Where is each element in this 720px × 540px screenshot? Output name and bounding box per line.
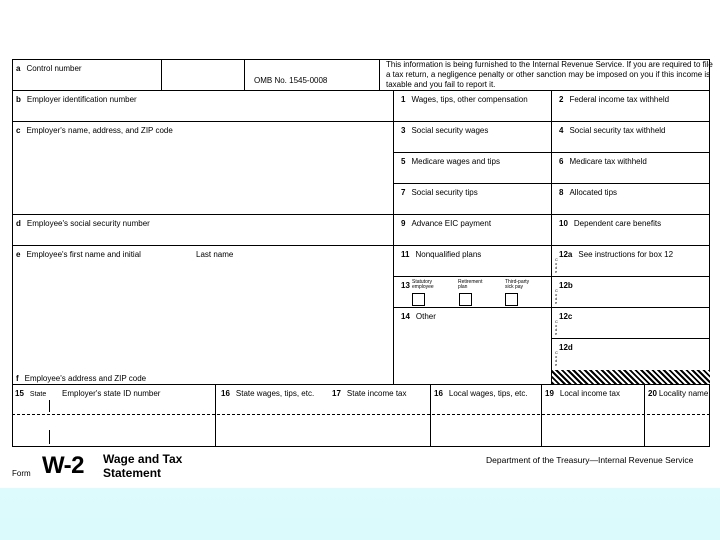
box-13-label: 13 [401,281,410,290]
divider [12,384,710,385]
box-8-label: 8 Allocated tips [559,188,618,197]
code-label: Code [555,350,558,367]
box-b-label: b Employer identification number [16,95,137,104]
box-3-label: 3 Social security wages [401,126,489,135]
form-title-line2: Statement [103,466,162,480]
divider [393,121,710,122]
box-15-employer-id: Employer's state ID number [62,389,161,398]
box-12a-label: 12a See instructions for box 12 [559,250,674,259]
department-label: Department of the Treasury—Internal Revenue Service [486,455,694,465]
divider [644,384,645,447]
code-label: Code [555,257,558,274]
shaded-area [552,370,710,384]
box-5-label: 5 Medicare wages and tips [401,157,500,166]
divider [161,59,162,90]
divider [551,338,710,339]
divider [379,59,380,90]
box-17-label: 17 State income tax [332,389,407,398]
box-15-label: 15 State [15,389,47,398]
box-18-label: 16 Local wages, tips, etc. [434,389,528,398]
divider [49,430,50,444]
box-6-label: 6 Medicare tax withheld [559,157,647,166]
box-f-label: f Employee's address and ZIP code [16,374,147,383]
box-16-label: 16 State wages, tips, etc. [221,389,315,398]
retirement-checkbox[interactable] [459,293,472,306]
box-2-label: 2 Federal income tax withheld [559,95,670,104]
statutory-label: Statutory employee [412,279,434,290]
box-e-last-name: Last name [196,250,234,259]
divider [244,59,245,90]
divider [49,400,50,412]
box-d-label: d Employee's social security number [16,219,150,228]
statutory-checkbox[interactable] [412,293,425,306]
box-9-label: 9 Advance EIC payment [401,219,492,228]
box-10-label: 10 Dependent care benefits [559,219,662,228]
form-number: W-2 [42,452,85,479]
divider [12,245,393,246]
box-11-label: 11 Nonqualified plans [401,250,482,259]
box-c-label: c Employer's name, address, and ZIP code [16,126,173,135]
divider [393,90,394,384]
divider [393,214,710,215]
divider [551,276,552,384]
divider [12,121,393,122]
form-word: Form [12,469,31,478]
divider [393,307,710,308]
form-title-line1: Wage and Tax [103,452,183,466]
box-a-label: a Control number [16,64,82,73]
retirement-label: Retirement plan [458,279,483,290]
divider [393,276,710,277]
box-12b-label: 12b [559,281,573,290]
divider [393,152,710,153]
box-14-label: 14 Other [401,312,436,321]
divider [12,414,710,415]
sickpay-label: Third-party sick pay [505,279,530,290]
box-e-label: e Employee's first name and initial [16,250,141,259]
divider [12,214,393,215]
omb-number: OMB No. 1545-0008 [254,76,328,85]
irs-notice: This information is being furnished to the Internal Revenue Service. If you are required to file a tax return, a negligence penalty or other sanction may be imposed on you if this income is taxable and you fail to report it. [386,60,713,90]
box-12d-label: 12d [559,343,573,352]
divider [430,384,431,447]
box-1-label: 1 Wages, tips, other compensation [401,95,528,104]
code-label: Code [555,288,558,305]
sickpay-checkbox[interactable] [505,293,518,306]
divider [393,183,710,184]
box-4-label: 4 Social security tax withheld [559,126,666,135]
divider [393,245,710,246]
code-label: Code [555,319,558,336]
divider [541,384,542,447]
box-19-label: 19 Local income tax [545,389,620,398]
box-12c-label: 12c [559,312,573,321]
box-20-label: 20 Locality name [648,389,709,398]
box-7-label: 7 Social security tips [401,188,478,197]
divider [215,384,216,447]
